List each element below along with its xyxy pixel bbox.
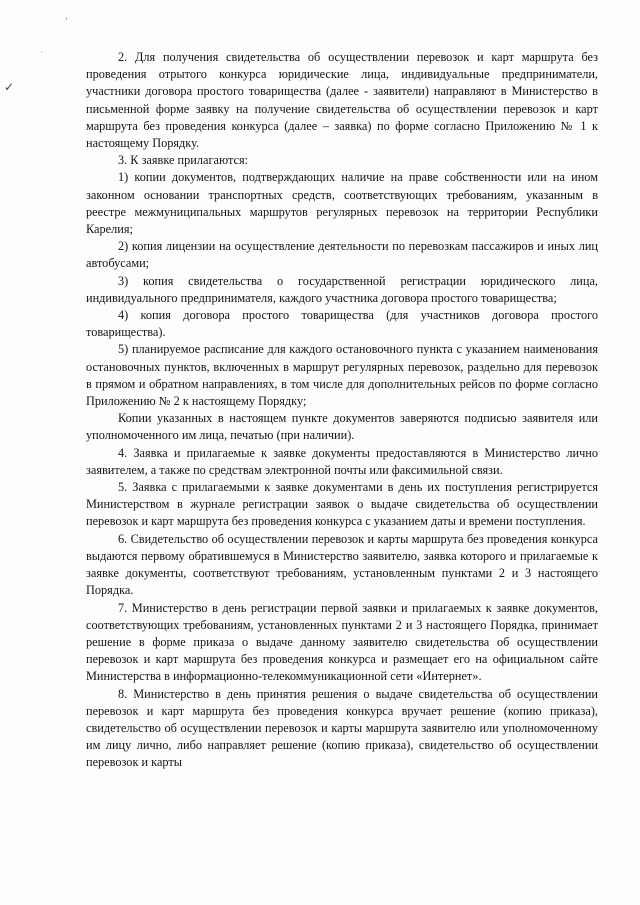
paragraph-subitem-1: 1) копии документов, подтверждающих наличие на праве собственности или на ином законном основании транспортных средств, соответствующих требованиям, указанным в реестре межмуниципальных маршрутов регулярных перевозок на территории Республики Карелия; [86, 170, 598, 237]
paragraph-subitem-3: 3) копия свидетельства о государственной регистрации юридического лица, индивидуального предпринимателя, каждого участника договора простого товарищества; [86, 273, 598, 305]
paragraph-item-8: 8. Министерство в день принятия решения о выдаче свидетельства об осуществлении перевозок и карт маршрута без проведения конкурса вручает решение (копию приказа), свидетельство об осуществлении перевозок и карты маршрута заявителю или уполномоченному им лицу лично, либо направляет решение (копию приказа), свидетельство об осуществлении перевозок и карты [86, 686, 598, 770]
scan-artifact: ‚ [61, 11, 70, 23]
scan-artifact: ˏ [36, 43, 45, 55]
paragraph-item-6: 6. Свидетельство об осуществлении перевозок и карты маршрута без проведения конкурса выдаются первому обратившемуся в Министерство заявителю, заявка которого и прилагаемые к заявке документы, соответствуют требованиям, установленным пунктами 2 и 3 настоящего Порядка. [86, 531, 598, 598]
document-body [86, 49, 598, 772]
paragraph-subitem-4: 4) копия договора простого товарищества (для участников договора простого товарищества). [86, 308, 598, 340]
handwritten-mark: ✓ [4, 80, 15, 94]
paragraph-subitem-2: 2) копия лицензии на осуществление деятельности по перевозкам пассажиров и иных лиц автобусами; [86, 239, 598, 271]
paragraph-item-4: 4. Заявка и прилагаемые к заявке документы предоставляются в Министерство лично заявителем, а также по средствам электронной почты или факсимильной связи. [86, 445, 598, 477]
paragraph-item-2: 2. Для получения свидетельства об осуществлении перевозок и карт маршрута без проведения отрытого конкурса юридические лица, индивидуальные предприниматели, участники договора простого товарищества (далее - заявители) направляют в Министерство в письменной форме заявку на получение свидетельства об осуществлении перевозок и карт маршрута без проведения конкурса (далее – заявка) по форме согласно Приложению № 1 к настоящему Порядку. [86, 50, 598, 151]
paragraph-item-7: 7. Министерство в день регистрации первой заявки и прилагаемых к заявке документов, соответствующих требованиям, установленных пунктами 2 и 3 настоящего Порядка, принимает решение в форме приказа о выдаче данному заявителю свидетельства об осуществлении перевозок и карт маршрута без проведения конкурса и размещает его на официальном сайте Министерства в информационно-телекоммуникационной сети «Интернет». [86, 600, 598, 684]
paragraph-item-5: 5. Заявка с прилагаемыми к заявке документами в день их поступления регистрируется Министерством в журнале регистрации заявок о выдаче свидетельства об осуществлении перевозок и карт маршрута без проведения конкурса с указанием даты и времени поступления. [86, 480, 598, 529]
paragraph-subitem-5: 5) планируемое расписание для каждого остановочного пункта с указанием наименования остановочных пунктов, включенных в маршрут регулярных перевозок, раздельно для перевозок в прямом и обратном направлениях, в том числе для дополнительных рейсов по форме согласно Приложению № 2 к настоящему Порядку; [86, 342, 598, 409]
paragraph-item-3-heading: 3. К заявке прилагаются: [118, 153, 249, 168]
paragraph-certification-note: Копии указанных в настоящем пункте документов заверяются подписью заявителя или уполномоченного им лица, печатью (при наличии). [86, 411, 598, 443]
